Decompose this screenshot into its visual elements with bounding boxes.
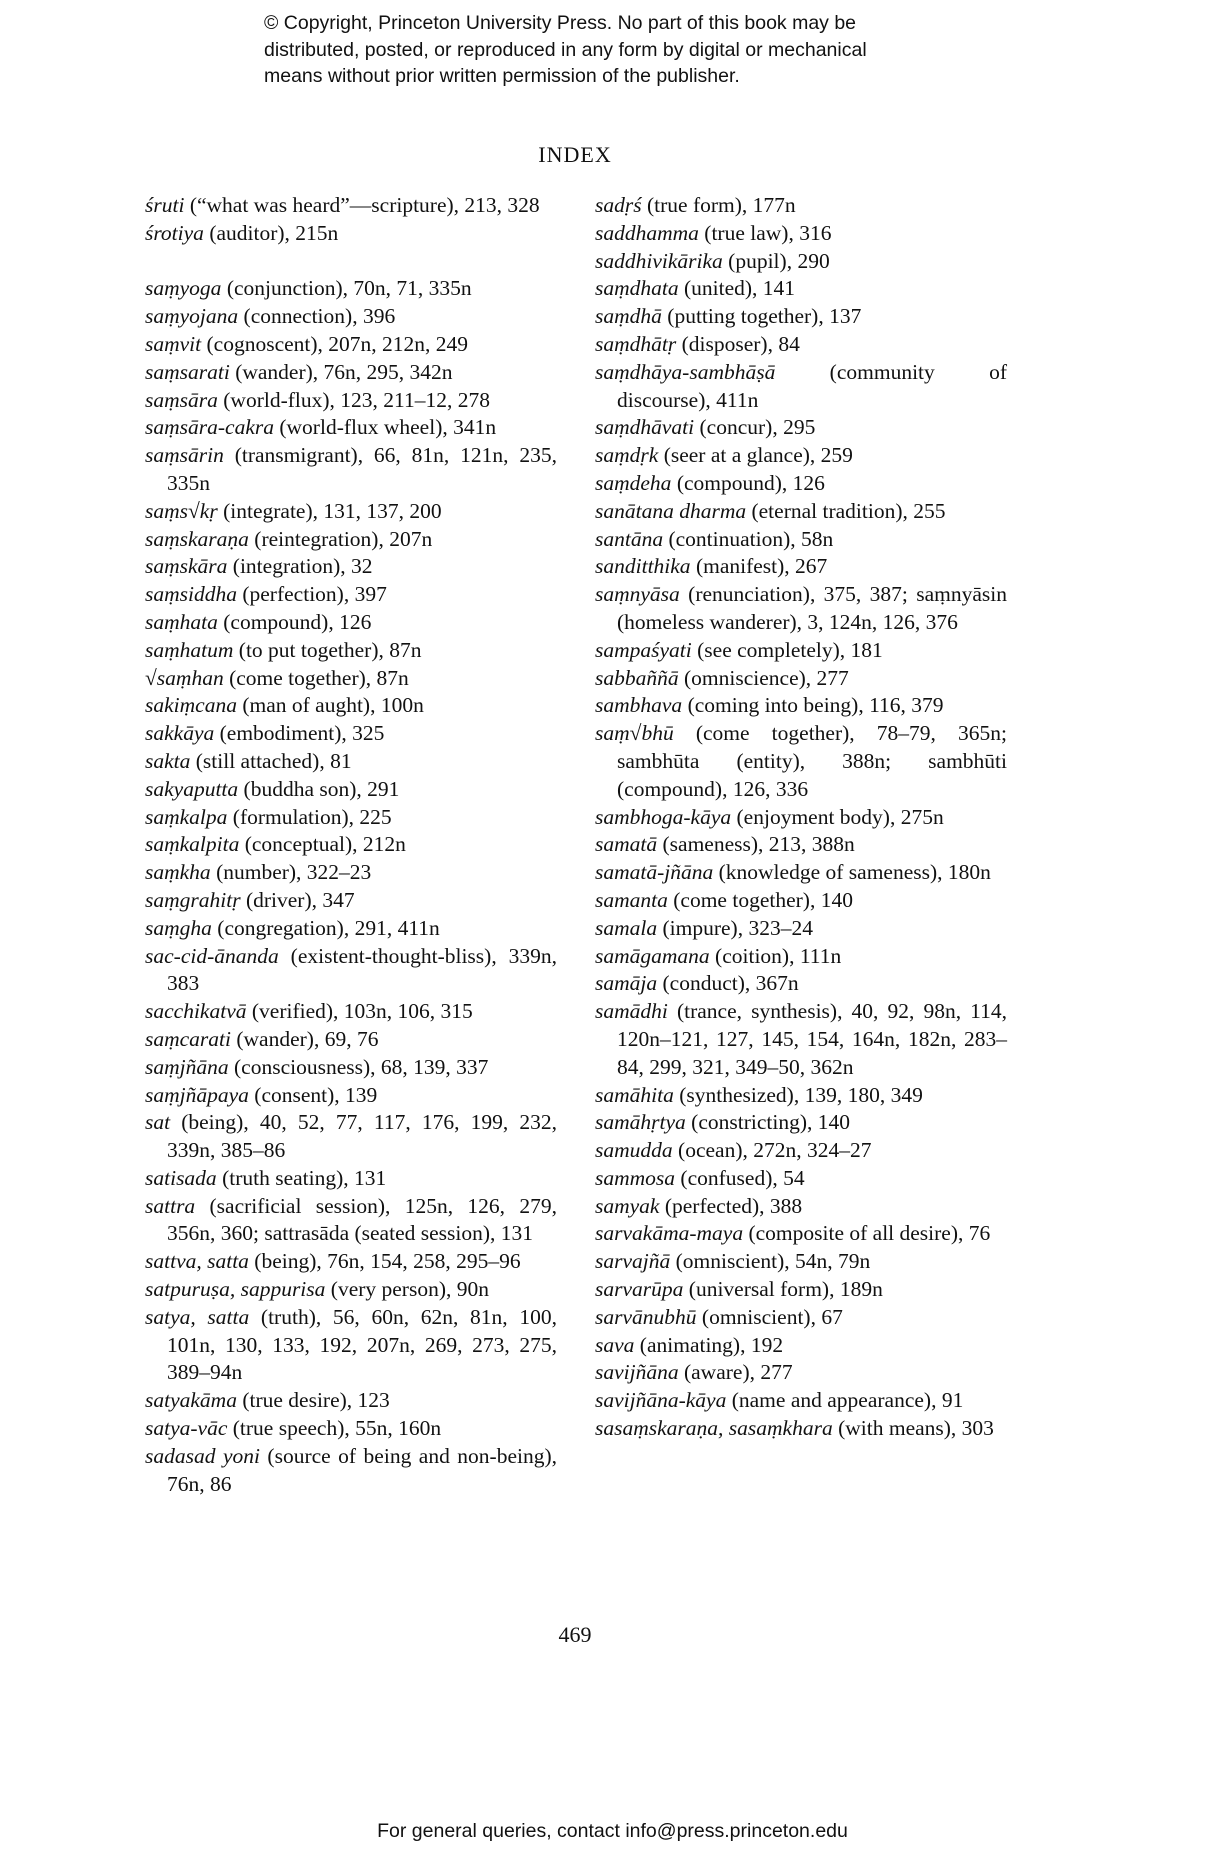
index-term: sarvakāma-maya	[595, 1221, 744, 1246]
index-references: (community of discourse), 411n	[617, 359, 1007, 412]
index-term: samala	[595, 915, 658, 940]
index-entry	[145, 414, 557, 442]
index-references: (integrate), 131, 137, 200	[217, 498, 442, 523]
index-term: sattva, satta	[145, 1249, 249, 1274]
index-term: savijñāna	[595, 1360, 679, 1385]
index-entry	[595, 1387, 1007, 1415]
index-term: samādhi	[595, 999, 668, 1024]
index-references: (united), 141	[678, 276, 796, 301]
index-entry	[145, 303, 557, 331]
index-entry	[595, 1248, 1007, 1276]
index-references: (buddha son), 291	[238, 776, 400, 801]
index-references: (knowledge of sameness), 180n	[713, 860, 991, 885]
index-term: saddhivikārika	[595, 248, 723, 273]
index-references: (true form), 177n	[641, 193, 796, 217]
index-references: (being), 40, 52, 77, 117, 176, 199, 232, 339n, 385–86	[167, 1110, 557, 1163]
index-term: sacchikatvā	[145, 999, 247, 1024]
index-entry	[145, 1109, 557, 1165]
index-entry	[145, 720, 557, 748]
index-references: (consciousness), 68, 139, 337	[228, 1054, 489, 1079]
index-term: sarvānubhū	[595, 1304, 697, 1329]
index-entry	[145, 1304, 557, 1387]
index-references: (true speech), 55n, 160n	[227, 1416, 442, 1441]
footer-contact: For general queries, contact info@press.princeton.edu	[377, 1820, 848, 1842]
index-references: (omniscience), 277	[678, 665, 849, 690]
index-references: (aware), 277	[678, 1360, 793, 1385]
index-term: saṃdhā	[595, 304, 662, 329]
index-entry	[145, 943, 557, 999]
index-term: saṃdṛk	[595, 443, 659, 468]
index-entry	[595, 1220, 1007, 1248]
index-term: santāna	[595, 526, 664, 551]
index-entry	[145, 1054, 557, 1082]
copyright-notice	[264, 10, 1024, 90]
index-term: savijñāna-kāya	[595, 1388, 727, 1413]
index-references: (transmigrant), 66, 81n, 121n, 235, 335n	[167, 443, 557, 495]
index-references: (conceptual), 212n	[239, 832, 406, 857]
index-references: (name and appearance), 91	[726, 1388, 964, 1413]
index-term: sakyaputta	[145, 776, 239, 801]
index-column-left	[145, 192, 557, 1498]
index-term: sakiṃcana	[145, 693, 237, 718]
index-entry	[145, 1276, 557, 1304]
index-entry	[595, 665, 1007, 693]
index-entry	[145, 1248, 557, 1276]
index-entry	[145, 1193, 557, 1249]
index-references: (universal form), 189n	[683, 1277, 883, 1302]
index-term: saṃyoga	[145, 276, 222, 301]
index-references: (come together), 78–79, 365n; sambhūta (entity), 388n; sambhūti (compound), 126, 336	[617, 721, 1007, 801]
index-term: saṃkalpa	[145, 804, 228, 829]
index-references: (conduct), 367n	[657, 971, 799, 996]
index-entry	[145, 387, 557, 415]
index-references: (integration), 32	[227, 554, 373, 579]
index-entry	[145, 692, 557, 720]
index-term: sasaṃskaraṇa, sasaṃkhara	[595, 1416, 833, 1441]
index-term: saṃcarati	[145, 1026, 231, 1051]
index-references: (confused), 54	[675, 1165, 805, 1190]
index-term: saṃvit	[145, 331, 202, 356]
index-entry	[595, 1304, 1007, 1332]
index-references: (perfection), 397	[236, 582, 387, 607]
index-entry	[145, 331, 557, 359]
index-entry	[595, 1193, 1007, 1221]
index-entry	[145, 887, 557, 915]
index-term: satya-vāc	[145, 1416, 228, 1441]
index-references: (world-flux), 123, 211–12, 278	[217, 387, 490, 412]
index-term: saṃdhātṛ	[595, 331, 677, 356]
index-references: (reintegration), 207n	[248, 526, 433, 551]
index-references: (manifest), 267	[690, 554, 828, 579]
index-entry	[145, 776, 557, 804]
index-gap	[145, 248, 557, 276]
index-entry	[595, 192, 1007, 220]
index-entry	[595, 498, 1007, 526]
index-references: (eternal tradition), 255	[746, 498, 946, 523]
index-entry	[595, 581, 1007, 637]
index-references: (constricting), 140	[685, 1110, 850, 1135]
index-references: (omniscient), 67	[696, 1304, 843, 1329]
index-entry	[145, 1387, 557, 1415]
index-references: (auditor), 215n	[203, 220, 339, 245]
index-references: (seer at a glance), 259	[658, 443, 853, 468]
index-entry	[595, 359, 1007, 415]
index-references: (see completely), 181	[691, 637, 883, 662]
index-entry	[145, 831, 557, 859]
index-references: (wander), 76n, 295, 342n	[229, 359, 453, 384]
index-references: (ocean), 272n, 324–27	[672, 1138, 872, 1163]
index-entry	[145, 442, 557, 498]
index-entry	[145, 609, 557, 637]
index-references: (compound), 126	[671, 470, 825, 495]
index-term: saṃdhata	[595, 276, 679, 301]
index-entry	[595, 720, 1007, 803]
index-term: samatā	[595, 832, 658, 857]
index-entry	[145, 220, 557, 248]
index-entry	[595, 303, 1007, 331]
index-entry	[595, 1137, 1007, 1165]
index-entry	[145, 1165, 557, 1193]
index-term: saṃsiddha	[145, 582, 237, 607]
index-term: śruti	[145, 193, 185, 217]
index-term: saṃhatum	[145, 637, 234, 662]
index-references: (with means), 303	[832, 1416, 994, 1441]
index-entry	[145, 748, 557, 776]
index-term: saṃsāra	[145, 387, 218, 412]
index-references: (concur), 295	[694, 415, 816, 440]
index-term: sanātana dharma	[595, 498, 747, 523]
index-entry	[145, 192, 557, 220]
index-entry	[145, 637, 557, 665]
index-references: (“what was heard”—scripture), 213, 328	[184, 193, 540, 217]
index-term: saṃskaraṇa	[145, 526, 249, 551]
index-entry	[595, 1165, 1007, 1193]
index-references: (world-flux wheel), 341n	[274, 415, 497, 440]
index-term: samanta	[595, 887, 668, 912]
index-entry	[595, 1415, 1007, 1443]
index-entry	[595, 998, 1007, 1081]
index-entry	[595, 887, 1007, 915]
index-term: sambhoga-kāya	[595, 804, 732, 829]
index-references: (formulation), 225	[227, 804, 392, 829]
index-entry	[145, 1415, 557, 1443]
index-term: saṃkha	[145, 860, 211, 885]
index-references: (to put together), 87n	[233, 637, 422, 662]
index-entry	[145, 1026, 557, 1054]
index-entry	[145, 553, 557, 581]
index-references: (very person), 90n	[325, 1277, 489, 1302]
index-term: samāhita	[595, 1082, 674, 1107]
copyright-line-1: © Copyright, Princeton University Press. No part of this book may be	[264, 12, 857, 34]
index-entry	[595, 859, 1007, 887]
index-term: saṃsarati	[145, 359, 230, 384]
index-entry	[595, 442, 1007, 470]
index-term: samudda	[595, 1138, 673, 1163]
index-references: (wander), 69, 76	[231, 1026, 379, 1051]
index-term: saṃskāra	[145, 554, 228, 579]
index-entry	[145, 859, 557, 887]
index-entry	[145, 1082, 557, 1110]
index-entry	[595, 331, 1007, 359]
index-term: sammosa	[595, 1165, 676, 1190]
index-term: samatā-jñāna	[595, 860, 714, 885]
index-entry	[595, 1332, 1007, 1360]
index-references: (impure), 323–24	[657, 915, 813, 940]
index-term: sanditthika	[595, 554, 691, 579]
index-entry	[145, 526, 557, 554]
index-term: sarvajñā	[595, 1249, 671, 1274]
index-entry	[145, 804, 557, 832]
index-entry	[595, 1359, 1007, 1387]
index-references: (number), 322–23	[210, 860, 372, 885]
index-term: saṃjñāna	[145, 1054, 229, 1079]
index-entry	[595, 637, 1007, 665]
index-term: sat	[145, 1110, 171, 1135]
copyright-line-2: distributed, posted, or reproduced in any form by digital or mechanical	[264, 38, 867, 61]
index-entry	[595, 692, 1007, 720]
index-references: (compound), 126	[217, 609, 372, 634]
index-term: saṃsāra-cakra	[145, 415, 274, 440]
index-term: saṃgrahitṛ	[145, 887, 241, 912]
copyright-line-3: means without prior written permission of the publisher.	[264, 65, 740, 87]
index-term: satya, satta	[145, 1304, 250, 1329]
index-references: (putting together), 137	[661, 304, 862, 329]
index-references: (animating), 192	[634, 1332, 784, 1357]
index-term: satisada	[145, 1165, 217, 1190]
index-term: sakkāya	[145, 721, 215, 746]
index-term: saṃ√bhū	[595, 721, 674, 746]
index-references: (verified), 103n, 106, 315	[246, 999, 473, 1024]
index-term: saṃgha	[145, 915, 212, 940]
page-number: 469	[558, 1622, 592, 1647]
index-references: (sacrificial session), 125n, 126, 279, 356n, 360; sattrasāda (seated session), 131	[167, 1193, 557, 1246]
index-entry	[595, 804, 1007, 832]
index-entry	[595, 831, 1007, 859]
index-references: (existent-thought-bliss), 339n, 383	[167, 943, 557, 996]
index-term: √saṃhan	[145, 665, 224, 690]
index-term: sambhava	[595, 693, 683, 718]
index-entry	[595, 943, 1007, 971]
page-title: INDEX	[538, 142, 612, 167]
index-entry	[595, 248, 1007, 276]
index-references: (coition), 111n	[709, 943, 842, 968]
index-term: samyak	[595, 1193, 660, 1218]
index-references: (truth seating), 131	[216, 1165, 387, 1190]
index-entry	[145, 498, 557, 526]
index-entry	[595, 220, 1007, 248]
index-term: sakta	[145, 748, 191, 773]
index-term: sava	[595, 1332, 635, 1357]
index-term: saṃyojana	[145, 304, 239, 329]
index-term: sampaśyati	[595, 637, 692, 662]
index-references: (driver), 347	[240, 887, 355, 912]
index-references: (enjoyment body), 275n	[731, 804, 944, 829]
index-term: samāja	[595, 971, 658, 996]
index-term: samāgamana	[595, 943, 710, 968]
index-term: sadasad yoni	[145, 1443, 260, 1468]
index-references: (consent), 139	[248, 1082, 378, 1107]
index-references: (true law), 316	[698, 220, 832, 245]
index-references: (truth), 56, 60n, 62n, 81n, 100, 101n, 130, 133, 192, 207n, 269, 273, 275, 389–94n	[167, 1304, 557, 1385]
index-term: saṃjñāpaya	[145, 1082, 249, 1107]
index-entry	[595, 414, 1007, 442]
index-references: (still attached), 81	[190, 748, 352, 773]
index-references: (coming into being), 116, 379	[682, 693, 944, 718]
index-references: (synthesized), 139, 180, 349	[673, 1082, 923, 1107]
index-entry	[145, 581, 557, 609]
index-entry	[595, 1082, 1007, 1110]
index-term: sadṛś	[595, 193, 642, 217]
index-term: saṃdhāvati	[595, 415, 695, 440]
index-entry	[595, 275, 1007, 303]
index-term: sattra	[145, 1193, 196, 1218]
index-entry	[145, 915, 557, 943]
index-references: (pupil), 290	[722, 248, 830, 273]
index-references: (embodiment), 325	[214, 721, 385, 746]
index-term: saddhamma	[595, 220, 699, 245]
index-references: (congregation), 291, 411n	[211, 915, 440, 940]
index-entry	[145, 998, 557, 1026]
index-term: satyakāma	[145, 1388, 237, 1413]
index-references: (connection), 396	[238, 304, 396, 329]
index-references: (perfected), 388	[659, 1193, 803, 1218]
index-references: (continuation), 58n	[663, 526, 834, 551]
index-term: samāhṛtya	[595, 1110, 686, 1135]
index-term: śrotiya	[145, 220, 204, 245]
index-term: sarvarūpa	[595, 1277, 684, 1302]
index-references: (source of being and non-being), 76n, 86	[167, 1443, 558, 1496]
index-references: (disposer), 84	[676, 331, 800, 356]
index-references: (come together), 87n	[223, 665, 409, 690]
index-term: saṃnyāsa	[595, 582, 680, 607]
index-entry	[145, 275, 557, 303]
index-references: (sameness), 213, 388n	[657, 832, 855, 857]
index-term: saṃsārin	[145, 443, 224, 468]
index-references: (conjunction), 70n, 71, 335n	[221, 276, 472, 301]
index-term: saṃkalpita	[145, 832, 240, 857]
index-term: saṃs√kṛ	[145, 498, 218, 523]
index-term: sabbaññā	[595, 665, 679, 690]
index-term: saṃdhāya-sambhāṣā	[595, 359, 776, 384]
index-entry	[595, 915, 1007, 943]
index-column-right	[595, 192, 1007, 1443]
index-entry	[145, 359, 557, 387]
index-entry	[595, 1109, 1007, 1137]
index-references: (being), 76n, 154, 258, 295–96	[248, 1249, 521, 1274]
index-references: (composite of all desire), 76	[743, 1221, 991, 1246]
index-entry	[595, 1276, 1007, 1304]
index-references: (cognoscent), 207n, 212n, 249	[201, 331, 469, 356]
index-entry	[145, 1443, 557, 1499]
index-references: (true desire), 123	[236, 1388, 390, 1413]
index-entry	[595, 526, 1007, 554]
index-term: saṃhata	[145, 609, 218, 634]
index-entry	[595, 470, 1007, 498]
index-references: (renunciation), 375, 387; saṃnyāsin (homeless wanderer), 3, 124n, 126, 376	[617, 582, 1007, 634]
index-references: (come together), 140	[667, 887, 853, 912]
index-term: satpuruṣa, sappurisa	[145, 1277, 326, 1302]
index-term: sac-cid-ānanda	[145, 943, 279, 968]
index-references: (man of aught), 100n	[236, 693, 424, 718]
index-term: saṃdeha	[595, 470, 672, 495]
index-references: (omniscient), 54n, 79n	[670, 1249, 871, 1274]
index-entry	[595, 553, 1007, 581]
index-entry	[595, 970, 1007, 998]
index-references: (trance, synthesis), 40, 92, 98n, 114, 120n–121, 127, 145, 154, 164n, 182n, 283–84, 299, 321, 349–50, 362n	[617, 999, 1007, 1079]
index-entry	[145, 665, 557, 693]
